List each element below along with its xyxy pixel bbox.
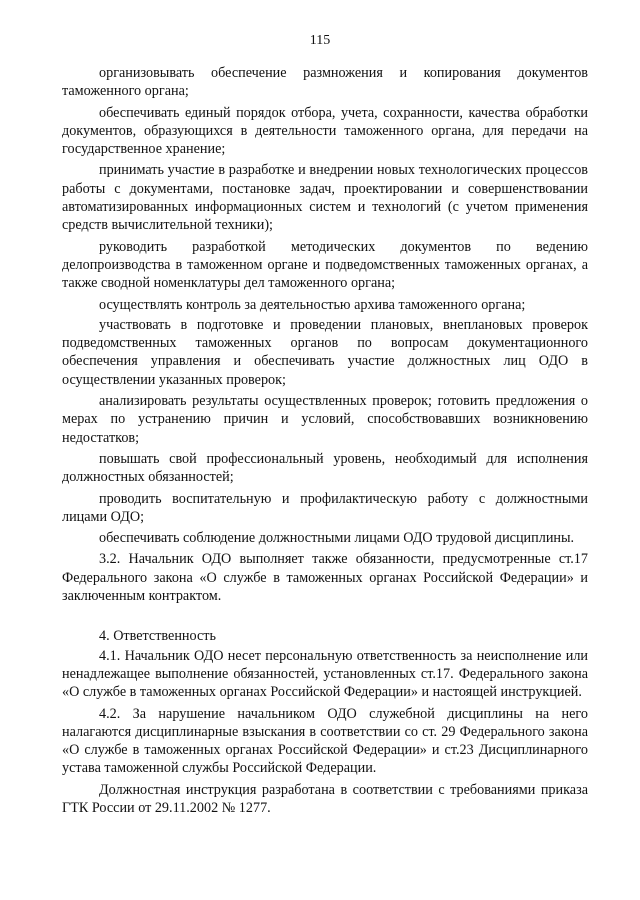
clause-4-2-paragraph: 4.2. За нарушение начальником ОДО служебной дисциплины на него налагаются дисциплинарные взыскания в соответствии со ст. 29 Федерального закона «О службе в таможенных органах Российской Федерации» и ст.23 Дисциплинарного устава таможенной службы Российской Федерации.: [62, 705, 588, 777]
duty-paragraph: организовывать обеспечение размножения и копирования документов таможенного органа;: [62, 65, 588, 100]
duty-paragraph: проводить воспитательную и профилактическую работу с должностными лицами ОДО;: [62, 490, 588, 525]
duty-paragraph: руководить разработкой методических документов по ведению делопроизводства в таможенном органе и подведомственных таможенных органах, а также сводной номенклатуры дел таможенного органа;: [62, 238, 588, 292]
duty-paragraph: обеспечивать единый порядок отбора, учета, сохранности, качества обработки документов, образующихся в деятельности таможенного органа, для передачи на государственное хранение;: [62, 104, 588, 158]
duty-paragraph: обеспечивать соблюдение должностными лицами ОДО трудовой дисциплины.: [99, 530, 575, 547]
duty-paragraph: анализировать результаты осуществленных проверок; готовить предложения о мерах по устранению причин и условий, способствовавших возникновению недостатков;: [62, 393, 588, 446]
page-number: 115: [309, 33, 331, 48]
duty-paragraph: осуществлять контроль за деятельностью архива таможенного органа;: [99, 296, 526, 313]
document-body: [62, 64, 588, 820]
section-heading-responsibility: 4. Ответственность: [99, 628, 216, 645]
clause-3-2-paragraph: 3.2. Начальник ОДО выполняет также обязанности, предусмотренные ст.17 Федерального закона «О службе в таможенных органах Российской Федерации» и заключенным контрактом.: [62, 551, 588, 605]
closing-paragraph: Должностная инструкция разработана в соответствии с требованиями приказа ГТК России от 29.11.2002 № 1277.: [62, 781, 588, 816]
duty-paragraph: принимать участие в разработке и внедрении новых технологических процессов работы с документами, постановке задач, проектировании и совершенствовании автоматизированных информационных систем и технологий (с учетом применения средств вычислительной техники);: [62, 162, 588, 234]
clause-4-1-paragraph: 4.1. Начальник ОДО несет персональную ответственность за неисполнение или ненадлежащее выполнение обязанностей, установленных ст.17. Федерального закона «О службе в таможенных органах Российской Федерации» и настоящей инструкцией.: [62, 647, 588, 701]
duty-paragraph: участвовать в подготовке и проведении плановых, внеплановых проверок подведомственных таможенных органов по вопросам документационного обеспечения управления и обеспечивать участие должностных лиц ОДО в осуществлении указанных проверок;: [62, 316, 588, 388]
duty-paragraph: повышать свой профессиональный уровень, необходимый для исполнения должностных обязанностей;: [62, 450, 588, 486]
